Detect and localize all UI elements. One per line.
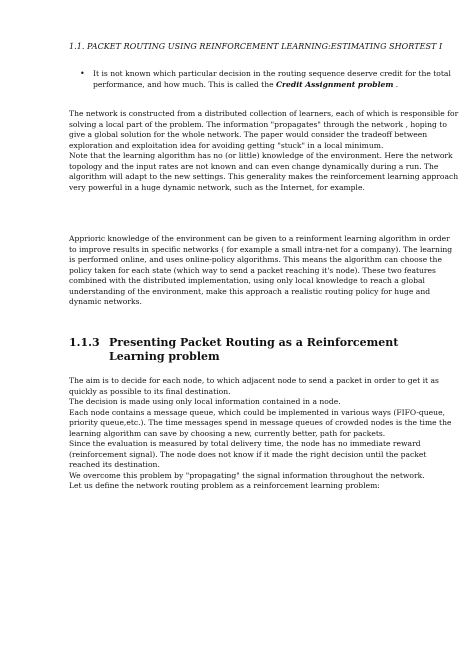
paragraph-message-queue: Each node contains a message queue, which could be implemented in various ways (FIFO-queue, priority queue,etc.). The time messages spend in message queues of crowded nodes is the time the learning algorithm can save by choosing a new, currently better, path for packets. [69, 407, 452, 438]
paragraph-define-problem: Let us define the network routing problem as a reinforcement learning problem: [69, 481, 380, 490]
paragraph-propagating-signal: We overcome this problem by "propagating" the signal information throughout the network. [69, 470, 425, 480]
intro-paragraphs [69, 109, 459, 193]
paragraph-no-knowledge: Note that the learning algorithm has no (or little) knowledge of the environment. Here the network topology and the input rates are not known and can even change dynamically during a run. The algorithm will adapt to the new settings. This generality makes the reinforcement learning approach very powerful in a huge dynamic network, such as the Internet, for example. [69, 151, 459, 192]
bullet-text-after: . [393, 79, 399, 89]
bullet-item [80, 69, 452, 90]
paragraph-local-decision: The decision is made using only local information contained in a node. [69, 397, 341, 406]
section-body [69, 376, 459, 492]
running-head: 1.1. PACKET ROUTING USING REINFORCEMENT LEARNING:ESTIMATING SHORTEST I [69, 42, 443, 51]
paragraph-aim: The aim is to decide for each node, to which adjacent node to send a packet in order to get it as quickly as possible to its final destination. [69, 376, 439, 396]
bullet-marker: • [80, 69, 85, 78]
bullet-text-before: It is not known which particular decision in the routing sequence deserve credit for the total performance, and how much. This is called the [93, 69, 451, 89]
section-title: Presenting Packet Routing as a Reinforcement Learning problem [109, 336, 399, 363]
section-number: 1.1.3 [69, 336, 100, 349]
section-heading [69, 336, 459, 363]
paragraph-distributed-learners: The network is constructed from a distributed collection of learners, each of which is responsible for solving a local part of the problem. The information "propagates" through the network , hoping to give a global solution for the whole network. The paper would consider the tradeoff between exploration and exploitation idea for avoiding getting "stuck" in a local minimum. [69, 109, 459, 150]
bullet-text [93, 69, 452, 90]
paragraph-no-immediate-reward: Since the evaluation is measured by total delivery time, the node has no immediate reward (reinforcement signal). The node does not know if it made the right decision until the packet reached its destination. [69, 439, 427, 469]
credit-assignment-term: Credit Assignment problem [276, 79, 394, 89]
paragraph-apriori-knowledge: Apprioric knowledge of the environment can be given to a reinforment learning algorithm in order to improve results in specific networks ( for example a small intra-net for a company). The learning is performed online, and uses online-policy algorithms. This means the algorithm can choose the policy taken for each state (which way to send a packet reaching it's node). These two features combined with the distributed implementation, using only local knowledge to reach a global understanding of the environment, make this approach a realistic routing policy for huge and dynamic networks. [69, 234, 453, 306]
apriori-paragraph-block [69, 234, 459, 308]
